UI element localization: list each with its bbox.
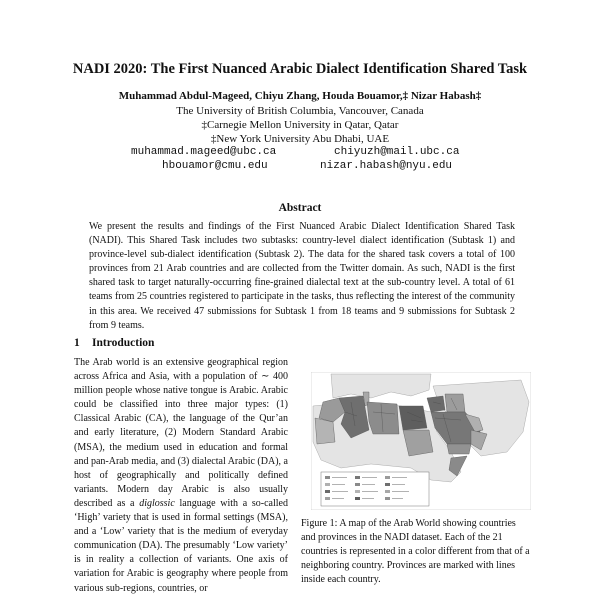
egypt-region [399,406,427,430]
intro-text-1: The Arab world is an extensive geographical region across Africa and Asia, with a population of ∼ 400 million people whose native tongue is Arabic. Arabic could be classified into three major types: (1) Classical Arabic (CA), the language of the Qur’an and early literature, (2) Modern Standard Arabic (MSA), the medium used in education and formal and pan-Arab media, and (3) dialectal Arabic (DA), a host of geographically and politically defined variants. Modern day Arabic is also usually described as a [74,357,288,509]
europe-landmass [331,374,431,398]
section-number: 1 [74,337,80,349]
abstract-heading: Abstract [278,202,322,214]
email-zhang: chiyuzh@mail.ubc.ca [334,146,460,158]
yemen-region [447,444,471,454]
arab-world-map [311,372,531,510]
intro-text-2: language with a so-called ‘High’ variety that is used in formal settings (MSA), and a ‘Low’ variety that is the medium of everyday communication (DA). The presumably ‘Low variety’ is in reality a collection of variants. One axis of variation for Arabic is geography where people from various sub-regions, countries, or [74,497,288,594]
email-bouamor: hbouamor@cmu.edu [162,160,268,172]
abstract-text: We present the results and findings of the First Nuanced Arabic Dialect Identification Shared Task (NADI). This Shared Task includes two subtasks: country-level dialect identification (Subtask 1) and province-level sub-dialect identification (Subtask 2). The data for the shared task covers a total of 100 provinces from 21 Arab countries and are collected from the Twitter domain. As such, NADI is the first shared task to target naturally-occurring fine-grained dialectal text at the sub-country level. A total of 61 teams from 25 countries registered to participate in the tasks, thus reflecting the interest of the community in this area. We received 47 submissions for Subtask 1 from 18 teams and 9 submissions for Subtask 2 from 9 teams. [89,221,515,331]
section-title: Introduction [92,337,155,349]
email-habash: nizar.habash@nyu.edu [320,160,453,172]
section-heading [74,337,154,349]
iraq-region [445,394,465,412]
affiliation-ubc: The University of British Columbia, Vancouver, Canada [176,105,424,117]
intro-paragraph [74,356,288,596]
email-abdul-mageed: muhammad.mageed@ubc.ca [131,146,277,158]
affiliation-nyuad: ‡New York University Abu Dhabi, UAE [210,133,390,145]
author-list: Muhammad Abdul-Mageed, Chiyu Zhang, Houda Bouamor,‡ Nizar Habash‡ [118,90,482,102]
mauritania-region [315,418,335,444]
affiliation-cmu-qatar: ‡Carnegie Mellon University in Qatar, Qatar [201,119,399,131]
figure-caption: Figure 1: A map of the Arab World showing countries and provinces in the NADI dataset. Each of the 21 countries is represented in a color different from that of a neighboring country. Provinces are marked with lines inside each country. [301,518,530,586]
libya-region [367,402,399,434]
paper-title: NADI 2020: The First Nuanced Arabic Dialect Identification Shared Task [72,61,528,77]
intro-italic-term: diglossic [139,497,175,509]
